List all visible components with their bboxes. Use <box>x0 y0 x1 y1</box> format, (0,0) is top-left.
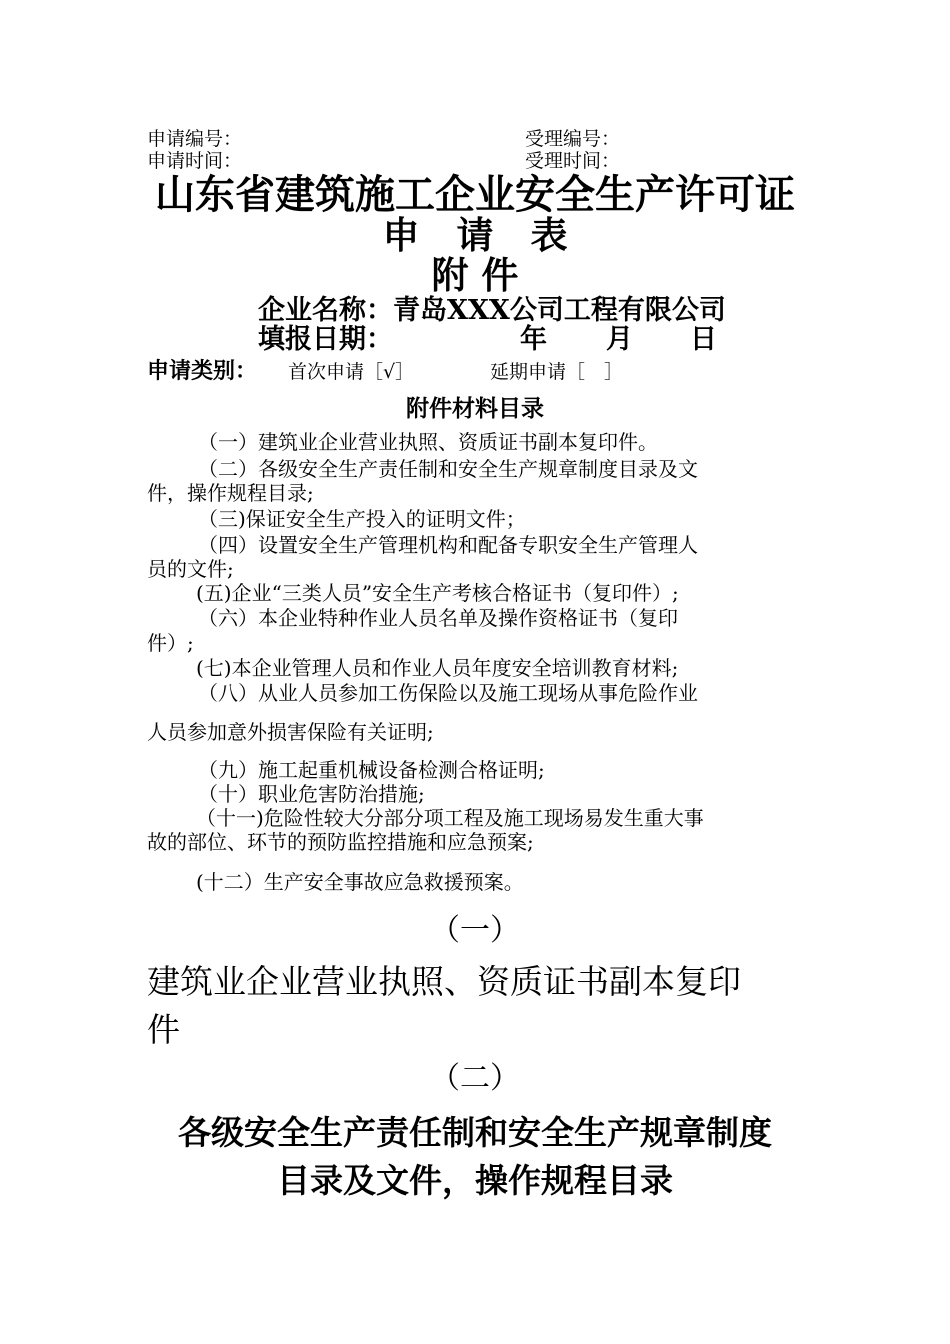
document-title: 山东省建筑施工企业安全生产许可证 <box>155 171 795 218</box>
company-name-row <box>258 295 726 327</box>
fill-date-day: 日 <box>690 324 717 355</box>
toc-line: （六）本企业特种作业人员名单及操作资格证书（复印 <box>198 606 678 630</box>
accept-number-label: 受理编号： <box>525 128 621 150</box>
fill-date-year: 年 <box>520 324 547 355</box>
document-subtitle: 申 请 表 <box>382 213 568 257</box>
toc-line: （八）从业人员参加工伤保险以及施工现场从事危险作业 <box>198 681 698 705</box>
apply-number-label: 申请编号： <box>147 128 243 150</box>
fill-date-label: 填报日期： <box>258 324 393 355</box>
toc-line: 人员参加意外损害保险有关证明; <box>147 720 434 744</box>
category-extension-application: 延期申请［ ］ <box>490 361 624 383</box>
company-name-value: 青岛XXX公司工程有限公司 <box>393 295 726 326</box>
apply-time-label: 申请时间： <box>147 150 243 172</box>
toc-line: 件，操作规程目录; <box>147 481 314 505</box>
toc-line: （三)保证安全生产投入的证明文件； <box>198 507 526 531</box>
toc-line: （九）施工起重机械设备检测合格证明; <box>198 758 545 782</box>
toc-line: 故的部位、环节的预防监控措施和应急预案; <box>147 830 534 854</box>
section-2-title-line2: 目录及文件，操作规程目录 <box>277 1161 673 1200</box>
accept-time-label: 受理时间： <box>525 150 621 172</box>
section-2-title-line1: 各级安全生产责任制和安全生产规章制度 <box>178 1113 772 1152</box>
toc-heading: 附件材料目录 <box>406 395 544 422</box>
section-1-title-line2: 件 <box>147 1010 180 1049</box>
category-first-application: 首次申请［√］ <box>288 361 415 383</box>
toc-line: (七)本企业管理人员和作业人员年度安全培训教育材料; <box>196 656 679 680</box>
toc-line: （二）各级安全生产责任制和安全生产规章制度目录及文 <box>198 457 698 481</box>
toc-line: （一）建筑业企业营业执照、资质证书副本复印件。 <box>198 430 658 454</box>
company-name-label: 企业名称： <box>258 295 393 326</box>
section-1-title-line1: 建筑业企业营业执照、资质证书副本复印 <box>147 962 741 1001</box>
attachment-title: 附 件 <box>431 253 519 297</box>
toc-line: (十二）生产安全事故应急救援预案。 <box>196 870 524 894</box>
toc-line: （四）设置安全生产管理机构和配备专职安全生产管理人 <box>198 533 698 557</box>
toc-line: (五)企业“三类人员”安全生产考核合格证书（复印件）; <box>196 581 679 605</box>
toc-line: （十）职业危害防治措施; <box>198 782 425 806</box>
category-label: 申请类别： <box>147 358 258 384</box>
section-1-number: （一） <box>430 913 520 948</box>
toc-line: （十一)危险性较大分部分项工程及施工现场易发生重大事 <box>196 806 704 830</box>
fill-date-month: 月 <box>606 324 633 355</box>
section-2-number: （二） <box>430 1061 520 1096</box>
toc-line: 员的文件; <box>147 557 234 581</box>
toc-line: 件）; <box>147 631 194 655</box>
